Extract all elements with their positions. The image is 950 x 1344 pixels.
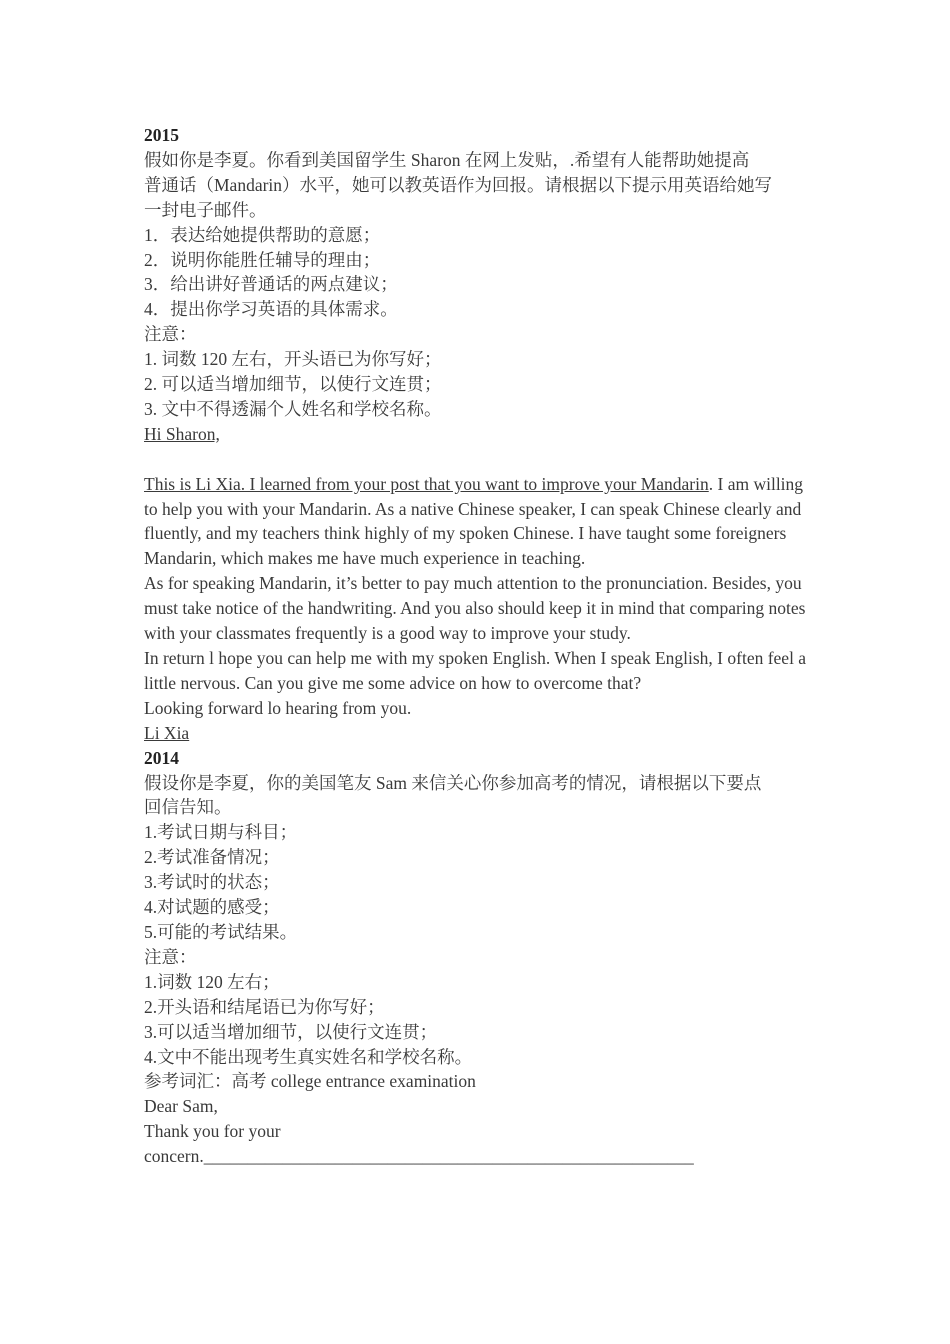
requirement-point: 1．表达给她提供帮助的意愿； [144, 224, 381, 245]
essay-paragraph: In return l hope you can help me with my spoken English. When I speak English, I often feel a little nervous. Can you give me some advice on how to overcome that? [144, 648, 807, 693]
requirement-point: 3.考试时的状态； [144, 872, 280, 893]
letter-greeting: Dear Sam, [144, 1096, 218, 1117]
requirement-point: 5.可能的考试结果。 [144, 921, 298, 942]
prompt-line: 假设你是李夏，你的美国笔友 Sam 来信关心你参加高考的情况，请根据以下要点 [144, 772, 762, 793]
blank-line [144, 447, 814, 472]
letter-signature: Li Xia [144, 722, 190, 743]
note-item: 4.文中不能出现考生真实姓名和学校名称。 [144, 1046, 473, 1067]
requirement-point: 4.对试题的感受； [144, 897, 280, 918]
essay-paragraph [144, 472, 814, 572]
essay-closing: Looking forward lo hearing from you. [144, 697, 412, 718]
essay-paragraph-text: . I am willing to help you with your Mandarin. As a native Chinese speaker, I can speak Chinese clearly and fluently, and my teachers think highly of my spoken Chinese. I have taught some foreigners Mandarin, which makes me have much experience in teaching. [144, 473, 804, 569]
requirement-point: 2.考试准备情况； [144, 847, 280, 868]
requirement-point: 4．提出你学习英语的具体需求。 [144, 299, 398, 320]
letter-opening-blank: concern.________________________________________________________ [144, 1146, 694, 1167]
prompt-line: 普通话（Mandarin）水平，她可以教英语作为回报。请根据以下提示用英语给她写 [144, 174, 773, 195]
note-item: 3.可以适当增加细节，以使行文连贯； [144, 1021, 438, 1042]
requirement-point: 3．给出讲好普通话的两点建议； [144, 274, 398, 295]
requirement-point: 1.考试日期与科目； [144, 822, 298, 843]
prompt-line: 一封电子邮件。 [144, 199, 267, 220]
prompt-line: 回信告知。 [144, 797, 232, 818]
note-item: 3. 文中不得透漏个人姓名和学校名称。 [144, 398, 442, 419]
note-item: 2. 可以适当增加细节，以使行文连贯； [144, 374, 442, 395]
requirement-point: 2．说明你能胜任辅导的理由； [144, 249, 381, 270]
document-page [144, 123, 814, 1169]
prompt-line: 假如你是李夏。你看到美国留学生 Sharon 在网上发贴，.希望有人能帮助她提高 [144, 149, 750, 170]
notes-title: 注意： [144, 946, 197, 967]
year-heading-2015: 2015 [144, 125, 179, 145]
reference-vocabulary: 参考词汇：高考 college entrance examination [144, 1071, 476, 1092]
essay-opening-underlined: This is Li Xia. I learned from your post that you want to improve your Mandarin [144, 473, 709, 494]
year-heading-2014: 2014 [144, 747, 179, 768]
letter-greeting: Hi Sharon, [144, 423, 220, 444]
essay-paragraph: As for speaking Mandarin, it’s better to pay much attention to the pronunciation. Besides, you must take notice of the handwriting. And you also should keep it in mind that comparing notes with your classmates frequently is a good way to improve your study. [144, 573, 806, 644]
note-item: 1.词数 120 左右； [144, 971, 280, 992]
note-item: 2.开头语和结尾语已为你写好； [144, 996, 385, 1017]
notes-title: 注意： [144, 324, 197, 345]
letter-opening: Thank you for your [144, 1121, 281, 1142]
note-item: 1. 词数 120 左右，开头语已为你写好； [144, 349, 442, 370]
